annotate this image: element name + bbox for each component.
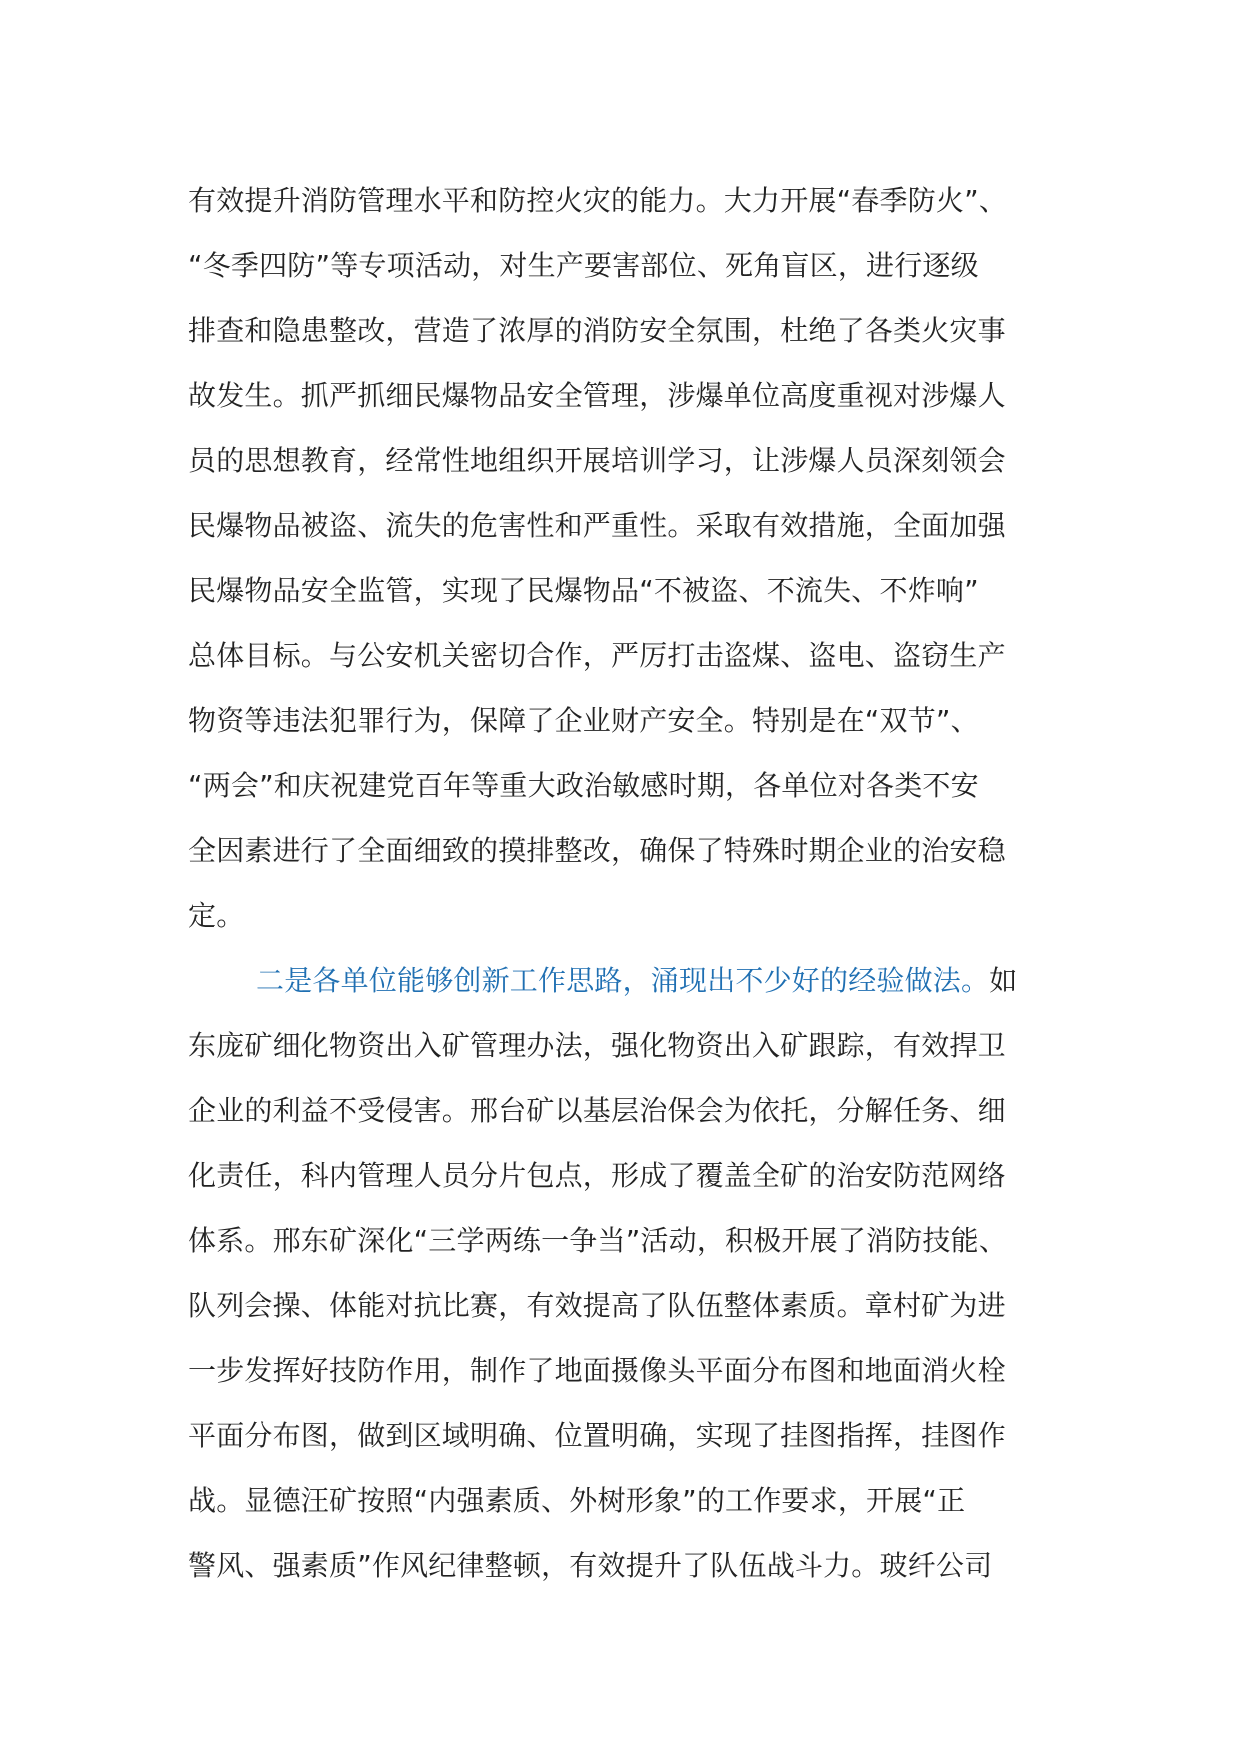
text-line: 员的思想教育，经常性地组织开展培训学习，让涉爆人员深刻领会: [188, 444, 1006, 477]
text-line: 一步发挥好技防作用，制作了地面摄像头平面分布图和地面消火栓: [188, 1354, 1006, 1387]
text-fragment: 如: [989, 964, 1018, 997]
text-line: 排查和隐患整改，营造了浓厚的消防安全氛围，杜绝了各类火灾事: [188, 314, 1006, 347]
text-line: 物资等违法犯罪行为，保障了企业财产安全。特别是在“双节”、: [188, 704, 979, 737]
text-line: 总体目标。与公安机关密切合作，严厉打击盗煤、盗电、盗窃生产: [188, 639, 1006, 672]
text-line: 企业的利益不受侵害。邢台矿以基层治保会为依托，分解任务、细: [188, 1094, 1006, 1127]
text-line: 东庞矿细化物资出入矿管理办法，强化物资出入矿跟踪，有效捍卫: [188, 1029, 1006, 1062]
text-line: 平面分布图，做到区域明确、位置明确，实现了挂图指挥，挂图作: [188, 1419, 1006, 1452]
text-line: 有效提升消防管理水平和防控火灾的能力。大力开展“春季防火”、: [188, 184, 1008, 217]
text-line: 民爆物品被盗、流失的危害性和严重性。采取有效措施，全面加强: [188, 509, 1006, 542]
text-line: “冬季四防”等专项活动，对生产要害部位、死角盲区，进行逐级: [188, 249, 979, 282]
text-line: 定。: [188, 899, 245, 932]
text-line: 化责任，科内管理人员分片包点，形成了覆盖全矿的治安防范网络: [188, 1159, 1006, 1192]
text-line: 民爆物品安全监管，实现了民爆物品“不被盗、不流失、不炸响”: [188, 574, 979, 607]
text-line: 警风、强素质”作风纪律整顿，有效提升了队伍战斗力。玻纤公司: [188, 1549, 993, 1582]
text-line: 全因素进行了全面细致的摸排整改，确保了特殊时期企业的治安稳: [188, 834, 1006, 867]
paragraph-2: [188, 948, 1068, 1598]
body-text: [188, 168, 1068, 1598]
text-line: 队列会操、体能对抗比赛，有效提高了队伍整体素质。章村矿为进: [188, 1289, 1006, 1322]
text-line: 战。显德汪矿按照“内强素质、外树形象”的工作要求，开展“正: [188, 1484, 966, 1517]
text-line: “两会”和庆祝建党百年等重大政治敏感时期，各单位对各类不安: [188, 769, 979, 802]
paragraph-1: [188, 168, 1068, 948]
text-line: 体系。邢东矿深化“三学两练一争当”活动，积极开展了消防技能、: [188, 1224, 1008, 1257]
text-line: 故发生。抓严抓细民爆物品安全管理，涉爆单位高度重视对涉爆人: [188, 379, 1006, 412]
highlighted-heading-text: 二是各单位能够创新工作思路，涌现出不少好的经验做法。: [256, 964, 990, 997]
paragraph-2-first-line: [188, 948, 1068, 1013]
